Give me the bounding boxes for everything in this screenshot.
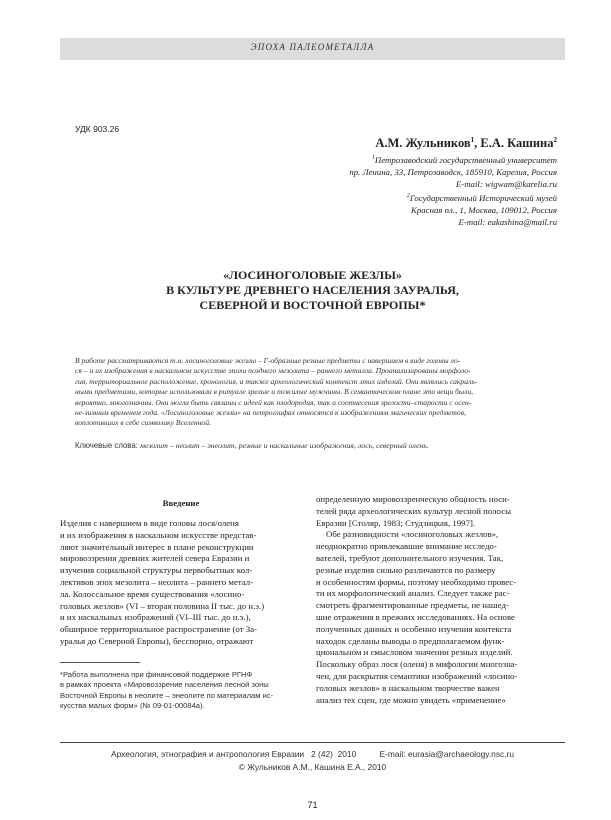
footnote-divider xyxy=(60,662,140,663)
author-2: Е.А. Кашина xyxy=(480,136,554,151)
body-line: чен, для раскрытия семантики изображений «лосино- xyxy=(316,670,518,681)
body-line: и особенностям формы, поэтому необходимо провес- xyxy=(316,576,517,587)
affiliation-text[interactable]: E-mail: wigwam@karelia.ru xyxy=(455,178,557,189)
body-line: телей ряда археологических культур лесной полосы xyxy=(316,505,511,516)
body-line: резные изделия сильно различаются по размеру xyxy=(316,564,496,575)
abstract-line: вероятно, многозначны. Они могли быть связаны с идеей как плодородия, так и соотнесения зрелости–старости с осен- xyxy=(75,397,472,407)
affiliation-line xyxy=(349,152,557,166)
body-line: ла. Колоссальное время существования «лосино- xyxy=(60,588,245,599)
body-line: неоднократно привлекавшие внимание исследо- xyxy=(316,541,497,552)
footnote-line: кусства малых форм» (№ 09-01-00084а). xyxy=(60,701,205,711)
body-line: изучения социальной структуры первобытных кол- xyxy=(60,565,253,576)
title-line: «ЛОСИНОГОЛОВЫЕ ЖЕЗЛЫ» xyxy=(223,268,402,282)
author-2-sup: 2 xyxy=(553,136,557,144)
title-line: СЕВЕРНОЙ И ВОСТОЧНОЙ ЕВРОПЫ* xyxy=(199,298,426,312)
affiliations xyxy=(349,152,557,228)
body-line: анализ тех сцен, где можно увидеть «применение» xyxy=(316,694,506,705)
body-line: находок сделаны выводы о предполагаемом функ- xyxy=(316,635,505,646)
affiliation-line xyxy=(349,166,557,178)
body-line: определенную мировоззренческую общность носи- xyxy=(316,494,510,504)
body-line: головых жезлов» (VI – вторая половина II тыс. до н.э.) xyxy=(60,600,265,611)
body-line: обширное территориальное распространение (от За- xyxy=(60,624,257,635)
body-line: шие отражения в прежних исследованиях. На основе xyxy=(316,611,515,622)
author-1: А.М. Жульников xyxy=(375,136,471,151)
abstract-line: не-зимним временем года. «Лосиноголовые жезлы» на петроглифах относятся к изображениям магических предметов, xyxy=(75,408,466,418)
body-line: мировоззрения древних жителей севера Евразии и xyxy=(60,553,250,564)
authors xyxy=(375,136,557,151)
footnote-line: *Работа выполнена при финансовой поддержке РГНФ xyxy=(60,670,253,679)
affiliation-text: Красная пл., 1, Москва, 109012, Россия xyxy=(411,204,557,215)
article-title xyxy=(60,268,565,313)
page-number: 71 xyxy=(307,800,318,810)
footnote-line: в рамках проекта «Мировоззрение населения лесной зоны xyxy=(60,680,269,690)
left-column xyxy=(60,518,264,648)
affiliation-text: пр. Ленина, 33, Петрозаводск, 185910, Карелия, Россия xyxy=(349,166,557,177)
body-line: и их наскальных изображений (VI–III тыс. до н.э.), xyxy=(60,612,251,623)
body-line: ляют значительный интерес в плане реконструкции xyxy=(60,541,254,552)
body-line: головых жезлов» в наскальном творчестве важен xyxy=(316,682,500,693)
body-line: циональном и смысловом значении резных изделий. xyxy=(316,647,513,658)
udk-code: УДК 903.26 xyxy=(75,124,120,134)
keywords xyxy=(75,441,429,450)
affiliation-sup: 1 xyxy=(371,155,375,161)
abstract xyxy=(75,356,553,429)
author-separator: , xyxy=(474,136,481,151)
abstract-line: воплотивших в себе символику Вселенной. xyxy=(75,418,211,428)
body-line: Обе разновидности «лосиноголовых жезлов», xyxy=(326,529,499,540)
affiliation-line xyxy=(349,190,557,204)
footnote-line: Восточной Европы в неолите – энеолите по материалам ис- xyxy=(60,690,274,700)
body-line: уралья до Северной Европы), бесспорно, отражают xyxy=(60,635,254,646)
affiliation-text: Петрозаводский государственный университет xyxy=(374,154,557,165)
affiliation-email[interactable] xyxy=(349,216,557,228)
body-line: вателей, требуют дополнительного изучения. Так, xyxy=(316,552,504,563)
body-line: Евразии [Столяр, 1983; Студзицкая, 1997]. xyxy=(316,517,476,528)
right-column xyxy=(316,494,518,706)
affiliation-sup: 2 xyxy=(406,192,410,199)
abstract-line: В работе рассматриваются т.н. лосиноголовые жезлы – Г-образные резные предметы с навершием в виде головы ло- xyxy=(75,356,461,365)
footer-divider xyxy=(60,742,565,743)
keywords-text: мезолит – неолит – энеолит, резные и наскальные изображения, лось, северный олень. xyxy=(140,441,429,450)
affiliation-line xyxy=(349,204,557,216)
affiliation-text: Государственный Исторический музей xyxy=(409,192,557,203)
section-header: ЭПОХА ПАЛЕОМЕТАЛЛА xyxy=(250,42,375,52)
keywords-label: Ключевые слова: xyxy=(75,441,141,450)
footer-journal: Археология, этнография и антропология Евразии 2 (42) 2010 E-mail: eurasia@archaeology.nsc.ru xyxy=(111,749,514,759)
abstract-line: ся – и их изображения в наскальном искусстве эпохи позднего мезолита – раннего металла. Проанализированы морфоло- xyxy=(75,366,471,376)
body-line: смотреть фрагментированные предметы, не нашед- xyxy=(316,600,509,611)
intro-heading: Введение xyxy=(162,498,200,508)
abstract-line: ными предметами, которые использовали в ритуале зрелые и пожилые мужчины. В семантическом плане эти вещи были, xyxy=(75,387,474,397)
title-line: В КУЛЬТУРЕ ДРЕВНЕГО НАСЕЛЕНИЯ ЗАУРАЛЬЯ, xyxy=(166,283,459,297)
abstract-line: гия, территориальное расположение, хронология, а также археологический контекст этих изделий. Они являлись сакраль- xyxy=(75,376,478,386)
body-line: лективов эпох мезолита – неолита – раннего метал- xyxy=(60,576,254,587)
affiliation-email[interactable] xyxy=(349,178,557,190)
affiliation-text[interactable]: E-mail: eakashina@mail.ru xyxy=(458,216,557,227)
body-line: ти их морфологический анализ. Следует также рас- xyxy=(316,588,510,599)
author-1-sup: 1 xyxy=(470,136,475,144)
footer-copyright: © Жульников А.М., Кашина Е.А., 2010 xyxy=(238,762,387,772)
body-line: Поскольку образ лося (оленя) в мифологии многозна- xyxy=(316,659,518,670)
body-line: и их изображения в наскальном искусстве представ- xyxy=(60,529,257,540)
body-line: Изделия с навершием в виде головы лося/оленя xyxy=(60,518,239,528)
body-line: полученных данных и особенно изучения контекста xyxy=(316,623,512,634)
footnote xyxy=(60,670,273,712)
